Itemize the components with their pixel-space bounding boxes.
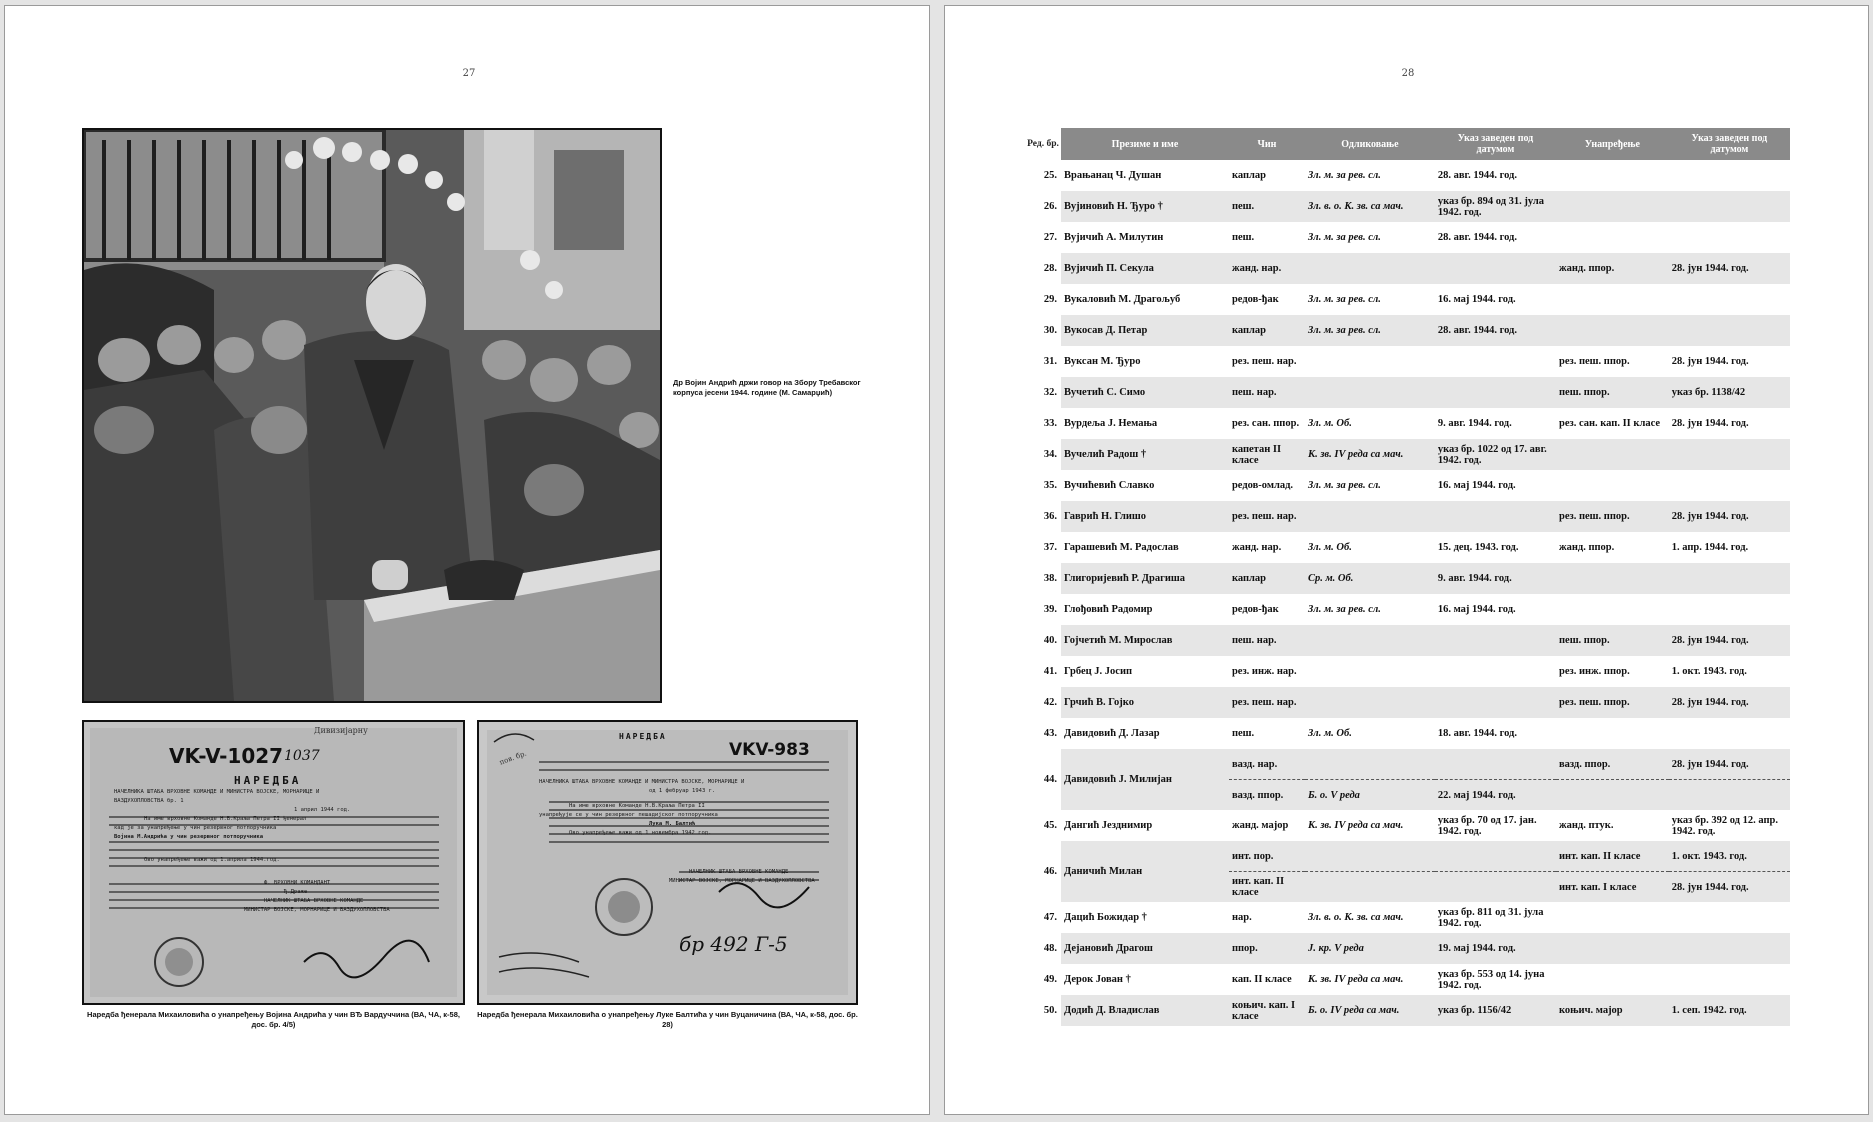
rank-cell: пеш. [1231, 232, 1255, 243]
decree-cell: указ бр. 894 од 31. јула 1942. год. [1435, 191, 1556, 222]
name-cell: Вујичић А. Милутин [1064, 232, 1164, 243]
decoration-cell: Зл. м. за рев. сл. [1307, 170, 1381, 181]
promotion-decree-cell: 28. јун 1944. год. [1669, 253, 1790, 284]
name-cell: Давидовић Д. Лазар [1064, 728, 1160, 739]
name-cell: Гаврић Н. Глишо [1061, 501, 1229, 532]
decoration-cell [1305, 253, 1435, 284]
decoration-cell: Зл. м. Об. [1307, 418, 1352, 429]
table-row [1025, 160, 1790, 191]
promotion-decree-cell [1669, 964, 1790, 995]
decree-cell: 19. мај 1944. год. [1435, 933, 1556, 964]
decree-cell: 28. авг. 1944. год. [1437, 232, 1517, 243]
document-1-body [114, 788, 444, 915]
order-document-2 [477, 720, 858, 1005]
table-row [1025, 902, 1790, 933]
row-number: 40. [1025, 625, 1061, 656]
row-number: 27. [1043, 232, 1057, 243]
decree-cell: 18. авг. 1944. год. [1437, 728, 1517, 739]
name-cell: Дацић Божидар † [1064, 912, 1147, 923]
row-number: 31. [1043, 356, 1057, 367]
decree-cell [1435, 749, 1556, 780]
promotion-cell [1556, 191, 1669, 222]
table-row [1025, 408, 1790, 439]
row-number: 47. [1043, 912, 1057, 923]
doc-line: МИНИСТАР ВОЈСКЕ, МОРНАРИЦЕ И ВАЗДУХОПЛОВСТВА [244, 907, 390, 913]
row-number: 49. [1043, 974, 1057, 985]
rank-cell: вазд. нар. [1229, 749, 1305, 780]
row-number: 28. [1025, 253, 1061, 284]
doc-line: Ђ.Драже [284, 889, 308, 895]
row-number: 32. [1025, 377, 1061, 408]
doc-line: ВАЗДУХОПЛОВСТВА бр. 1 [114, 798, 184, 804]
name-cell: Даничић Милан [1061, 841, 1229, 902]
rank-cell: пеш. нар. [1229, 377, 1305, 408]
name-cell: Глигоријевић Р. Драгиша [1061, 563, 1229, 594]
promotion-cell [1556, 470, 1669, 501]
doc-line: Ово унапређење важи од 1.априла 1944.год. [144, 857, 280, 863]
promotion-decree-cell [1669, 284, 1790, 315]
promotion-decree-cell: 1. окт. 1943. год. [1671, 666, 1747, 677]
promotion-decree-cell [1669, 902, 1790, 933]
rank-cell: рез. пеш. нар. [1229, 687, 1305, 718]
doc-line: На име врховне Команде Н.В.Краља Петра II [569, 803, 705, 809]
rank-cell: инт. пор. [1229, 841, 1305, 872]
doc-line: НАЧЕЛНИК ШТАБА ВРХОВНЕ КОМАНДЕ [264, 898, 364, 904]
rank-cell: капетан II класе [1229, 439, 1305, 470]
rank-cell: пеш. [1231, 728, 1255, 739]
table-row [1025, 964, 1790, 995]
promotion-cell [1556, 315, 1669, 346]
name-cell: Вујичић П. Секула [1061, 253, 1229, 284]
name-cell: Вурдеља Ј. Немања [1064, 418, 1158, 429]
promotion-cell [1556, 964, 1669, 995]
promo_decree-cell: 1. окт. 1943. год. [1669, 841, 1790, 872]
header-cell: Указ заведен под датумом [1435, 128, 1556, 160]
promotion-cell: рез. пеш. ппор. [1556, 687, 1669, 718]
rally-photo-caption: Др Војин Андрић држи говор на Збору Требавског корпуса јесени 1944. године (М. Самарџић) [673, 378, 861, 397]
decree-cell [1435, 841, 1556, 872]
decree-cell: 28. авг. 1944. год. [1437, 170, 1517, 181]
promotion-cell: рез. сан. кап. II класе [1558, 418, 1661, 429]
promotion-decree-cell: 28. јун 1944. год. [1671, 418, 1749, 429]
promo_decree-cell: 28. јун 1944. год. [1669, 749, 1790, 780]
rally-photo [82, 128, 662, 703]
row-number: 29. [1043, 294, 1057, 305]
document-1-handwritten-number: 1037 [284, 748, 320, 764]
promotion-decree-cell [1669, 439, 1790, 470]
promotion-cell [1556, 780, 1669, 811]
promotion-cell [1556, 284, 1669, 315]
doc-line: На име врховне Команде Н.В.Краља Петра II ђенерал [144, 816, 307, 822]
decree-cell: 22. мај 1944. год. [1435, 780, 1556, 811]
rank-cell: редов-ђак [1231, 294, 1279, 305]
header-cell: Одликовање [1305, 128, 1435, 160]
document-1-title: НАРЕДБА [234, 774, 302, 787]
promotion-decree-cell: 28. јун 1944. год. [1669, 501, 1790, 532]
row-number: 42. [1025, 687, 1061, 718]
rank-cell: рез. пеш. нар. [1229, 501, 1305, 532]
promotion-decree-cell [1669, 594, 1790, 625]
decree-cell [1435, 687, 1556, 718]
promotion-decree-cell [1669, 315, 1790, 346]
doc-line: НАЧЕЛНИКА ШТАБА ВРХОВНЕ КОМАНДЕ И МИНИСТРА ВОЈСКЕ, МОРНАРИЦЕ И [539, 779, 745, 785]
promotion-cell [1556, 160, 1669, 191]
decoration-cell: Б. о. V реда [1305, 780, 1435, 811]
decoration-cell: Зл. в. о. К. зв. са мач. [1307, 912, 1404, 923]
decree-cell: 15. дец. 1943. год. [1437, 542, 1519, 553]
promotion-decree-cell: указ бр. 1138/42 [1669, 377, 1790, 408]
decoration-cell: Ј. кр. V реда [1305, 933, 1435, 964]
table-row [1025, 532, 1790, 563]
rank-cell: жанд. нар. [1229, 253, 1305, 284]
promotion-decree-cell [1669, 933, 1790, 964]
document-2-body [539, 778, 839, 886]
header-cell: Унапређење [1556, 128, 1669, 160]
promotion-cell [1556, 902, 1669, 933]
name-cell: Вујиновић Н. Ђуро † [1061, 191, 1229, 222]
order-document-1 [82, 720, 465, 1005]
rank-cell: рез. инж. нар. [1231, 666, 1297, 677]
decorations-table [1025, 128, 1790, 1026]
decoration-cell: Зл. м. за рев. сл. [1307, 480, 1381, 491]
name-cell: Дерок Јован † [1064, 974, 1131, 985]
doc-line: НАЧЕЛНИК ШТАБА ВРХОВНЕ КОМАНДЕ [689, 869, 789, 875]
rank-cell: каплар [1229, 563, 1305, 594]
promotion-cell: жанд. ппор. [1556, 253, 1669, 284]
name-cell: Врањанац Ч. Душан [1064, 170, 1162, 181]
promotion-decree-cell [1669, 160, 1790, 191]
row-number: 50. [1025, 995, 1061, 1026]
row-number: 35. [1043, 480, 1057, 491]
row-number: 30. [1025, 315, 1061, 346]
row-number: 44. [1025, 749, 1061, 810]
decree-cell: 28. авг. 1944. год. [1435, 315, 1556, 346]
table-header-row [1025, 128, 1790, 160]
promotion-cell [1556, 439, 1669, 470]
page-number: 27 [462, 68, 476, 79]
name-cell: Вуксан М. Ђуро [1064, 356, 1141, 367]
decree-cell: указ бр. 811 од 31. јула 1942. год. [1437, 906, 1544, 929]
doc-line: од 1 фебруар 1943 г. [649, 788, 716, 794]
table-row [1025, 191, 1790, 222]
document-1-stamp: VK-V-1027 [169, 744, 284, 768]
promotion-decree-cell [1669, 191, 1790, 222]
rank-cell: каплар [1231, 170, 1266, 181]
name-cell: Вукосав Д. Петар [1061, 315, 1229, 346]
promotion-cell [1556, 933, 1669, 964]
name-cell: Дејановић Драгош [1061, 933, 1229, 964]
name-cell: Глођовић Радомир [1064, 604, 1153, 615]
doc-line: Војина М.Андрића у чин резервног потпоручника [114, 834, 264, 840]
header-cell: Указ заведен под датумом [1669, 128, 1790, 160]
decoration-cell [1305, 346, 1435, 377]
rank-cell: кап. II класе [1231, 974, 1292, 985]
decree-cell [1435, 625, 1556, 656]
document-2-caption: Наредба ђенерала Михаиловића о унапређењу Луке Балтића у чин Вуцаничина (ВА, ЧА, к-58, дос. бр. 28) [477, 1010, 858, 1029]
decoration-cell [1305, 625, 1435, 656]
decree-cell: указ бр. 553 од 14. јуна 1942. год. [1437, 968, 1545, 991]
table-row [1025, 284, 1790, 315]
rank-cell: жанд. мајор [1231, 820, 1289, 831]
promo_decree-cell [1669, 780, 1790, 811]
promotion-decree-cell: указ бр. 392 од 12. апр. 1942. год. [1671, 814, 1778, 837]
decree-cell: 9. авг. 1944. год. [1437, 418, 1512, 429]
decoration-cell: Зл. м. за рев. сл. [1307, 604, 1381, 615]
promotion-cell [1556, 594, 1669, 625]
decoration-cell [1305, 501, 1435, 532]
decoration-cell: Ср. м. Об. [1305, 563, 1435, 594]
row-number: 41. [1043, 666, 1057, 677]
rank-cell: рез. сан. ппор. [1231, 418, 1300, 429]
doc-line: 1 април 1944 год. [294, 807, 351, 813]
document-1-corner-note: Дивизијарну [314, 726, 368, 735]
left-page [4, 5, 930, 1115]
promotion-decree-cell [1669, 563, 1790, 594]
table-row [1025, 656, 1790, 687]
decoration-cell: Зл. м. за рев. сл. [1307, 294, 1381, 305]
row-number: 48. [1025, 933, 1061, 964]
page-number: 28 [1401, 68, 1415, 79]
row-number: 45. [1043, 820, 1057, 831]
rank-cell: редов-омлад. [1231, 480, 1294, 491]
table-row [1025, 253, 1790, 284]
table-row [1025, 810, 1790, 841]
doc-line: унапређује се у чин резервног пешадијског потпоручника [539, 812, 718, 818]
decoration-cell [1305, 377, 1435, 408]
rank-cell: редов-ђак [1231, 604, 1279, 615]
promotion-decree-cell: 1. сеп. 1942. год. [1669, 995, 1790, 1026]
name-cell: Вучетић С. Симо [1061, 377, 1229, 408]
row-number: 43. [1043, 728, 1057, 739]
promotion-cell: рез. инж. ппор. [1558, 666, 1630, 677]
promotion-decree-cell: 28. јун 1944. год. [1669, 625, 1790, 656]
table-row [1025, 687, 1790, 718]
rank-cell: рез. пеш. нар. [1231, 356, 1297, 367]
promotion-cell: вазд. ппор. [1556, 749, 1669, 780]
name-cell: Давидовић Ј. Милијан [1061, 749, 1229, 810]
table-row [1025, 470, 1790, 501]
right-page [944, 5, 1869, 1115]
rank-cell: вазд. ппор. [1229, 780, 1305, 811]
doc-line: Ово унапређење важи од 1 новембра 1942 год. [569, 830, 712, 836]
decree-cell: указ бр. 1022 од 17. авг. 1942. год. [1435, 439, 1556, 470]
decree-cell: 16. мај 1944. год. [1437, 294, 1516, 305]
decree-cell [1435, 501, 1556, 532]
row-number: 25. [1043, 170, 1057, 181]
rank-cell: коњич. кап. I класе [1229, 995, 1305, 1026]
doc-line: кад је за унапређење у чин резервног потпоручника [114, 825, 277, 831]
table-row [1025, 439, 1790, 470]
table-row [1025, 594, 1790, 625]
decoration-cell: Зл. м. Об. [1307, 728, 1352, 739]
name-cell: Вучелић Радош † [1061, 439, 1229, 470]
header-cell: Чин [1229, 128, 1305, 160]
document-2-stamp: VKV-983 [729, 740, 810, 760]
document-1-caption: Наредба ђенерала Михаиловића о унапређењу Војина Андрића у чин ВЂ Вардуччина (ВА, ЧА, к-58, дос. бр. 4/5) [87, 1010, 460, 1029]
document-2-title: НАРЕДБА [619, 732, 667, 741]
table-row [1025, 501, 1790, 532]
rally-photo-image [84, 130, 660, 701]
decree-cell [1435, 872, 1556, 903]
name-cell: Гојчетић М. Мирослав [1061, 625, 1229, 656]
table-row [1025, 933, 1790, 964]
promotion-cell [1556, 718, 1669, 749]
row-number: 38. [1025, 563, 1061, 594]
decree-cell [1435, 377, 1556, 408]
header-cell: Ред. бр. [1025, 128, 1061, 160]
decree-cell: указ бр. 70 од 17. јан. 1942. год. [1437, 814, 1537, 837]
rank-cell: пеш. нар. [1229, 625, 1305, 656]
name-cell: Гарашевић М. Радослав [1064, 542, 1179, 553]
table-row [1025, 222, 1790, 253]
name-cell: Грбец Ј. Јосип [1064, 666, 1133, 677]
promotion-cell: пеш. ппор. [1556, 377, 1669, 408]
row-number: 34. [1025, 439, 1061, 470]
doc-line: Лука М. Балтић [649, 821, 696, 827]
promotion-decree-cell: 28. јун 1944. год. [1671, 356, 1749, 367]
table-row [1025, 625, 1790, 656]
promotion-cell: жанд. птук. [1558, 820, 1614, 831]
decoration-cell [1305, 841, 1435, 872]
table-row [1025, 841, 1790, 872]
table-row [1025, 749, 1790, 780]
name-cell: Вучићевић Славко [1064, 480, 1155, 491]
decree-cell [1435, 253, 1556, 284]
doc-line: НАЧЕЛНИКА ШТАБА ВРХОВНЕ КОМАНДЕ И МИНИСТРА ВОЈСКЕ, МОРНАРИЦЕ И [114, 789, 320, 795]
decoration-cell: Зл. в. о. К. зв. са мач. [1305, 191, 1435, 222]
promotion-decree-cell [1669, 222, 1790, 253]
table-row [1025, 377, 1790, 408]
decree-cell: 16. мај 1944. год. [1437, 604, 1516, 615]
table-row [1025, 995, 1790, 1026]
decree-cell [1435, 346, 1556, 377]
row-number: 39. [1043, 604, 1057, 615]
row-number: 46. [1025, 841, 1061, 902]
decoration-cell: К. зв. IV реда са мач. [1307, 974, 1404, 985]
table-row [1025, 563, 1790, 594]
row-number: 26. [1025, 191, 1061, 222]
row-number: 36. [1025, 501, 1061, 532]
promotion-cell: пеш. ппор. [1556, 625, 1669, 656]
decoration-cell: Зл. м. за рев. сл. [1305, 315, 1435, 346]
rank-cell: ппор. [1229, 933, 1305, 964]
decoration-cell [1305, 656, 1435, 687]
decoration-cell: Зл. м. Об. [1307, 542, 1352, 553]
rank-cell: пеш. [1229, 191, 1305, 222]
header-cell: Презиме и име [1061, 128, 1229, 160]
promotion-cell [1556, 563, 1669, 594]
decoration-cell [1305, 872, 1435, 903]
promotion-decree-cell: 28. јун 1944. год. [1669, 687, 1790, 718]
promotion-cell: жанд. ппор. [1558, 542, 1615, 553]
rank-cell: каплар [1229, 315, 1305, 346]
promotion-cell [1556, 222, 1669, 253]
rank-cell: нар. [1231, 912, 1252, 923]
promotion-cell: коњич. мајор [1556, 995, 1669, 1026]
name-cell: Грчић В. Гојко [1061, 687, 1229, 718]
name-cell: Вукаловић М. Драгољуб [1064, 294, 1181, 305]
promotion-decree-cell [1669, 718, 1790, 749]
rank-cell: инт. кап. II класе [1229, 872, 1305, 903]
doc-line: МИНИСТАР ВОЈСКЕ, МОРНАРИЦЕ И ВАЗДУХОПЛОВСТВА [669, 878, 815, 884]
promotion-decree-cell [1669, 470, 1790, 501]
row-number: 37. [1043, 542, 1057, 553]
table-row [1025, 718, 1790, 749]
decoration-cell [1305, 749, 1435, 780]
promotion-cell: рез. пеш. ппор. [1556, 501, 1669, 532]
decoration-cell: Б. о. IV реда са мач. [1305, 995, 1435, 1026]
table-body [1025, 160, 1790, 1026]
document-2-handwritten-note: бр 492 Г-5 [679, 932, 788, 956]
table-row [1025, 346, 1790, 377]
promo_decree-cell: 28. јун 1944. год. [1669, 872, 1790, 903]
name-cell: Дангић Језднимир [1064, 820, 1153, 831]
promotion-cell: инт. кап. I класе [1556, 872, 1669, 903]
document-2-corner-note: пов. бр. [498, 749, 528, 767]
doc-line: Ф. ВРХОВНИ КОМАНДАНТ [264, 880, 331, 886]
promotion-decree-cell: 1. апр. 1944. год. [1671, 542, 1749, 553]
decree-cell: указ бр. 1156/42 [1435, 995, 1556, 1026]
decree-cell [1435, 656, 1556, 687]
name-cell: Додић Д. Владислав [1061, 995, 1229, 1026]
decoration-cell: К. зв. IV реда са мач. [1307, 820, 1404, 831]
row-number: 33. [1043, 418, 1057, 429]
promotion-cell: рез. пеш. ппор. [1558, 356, 1630, 367]
decoration-cell: К. зв. IV реда са мач. [1305, 439, 1435, 470]
rank-cell: жанд. нар. [1231, 542, 1282, 553]
decoration-cell: Зл. м. за рев. сл. [1307, 232, 1381, 243]
decoration-cell [1305, 687, 1435, 718]
decree-cell: 9. авг. 1944. год. [1435, 563, 1556, 594]
promotion-cell: инт. кап. II класе [1556, 841, 1669, 872]
table-row [1025, 315, 1790, 346]
decree-cell: 16. мај 1944. год. [1437, 480, 1516, 491]
